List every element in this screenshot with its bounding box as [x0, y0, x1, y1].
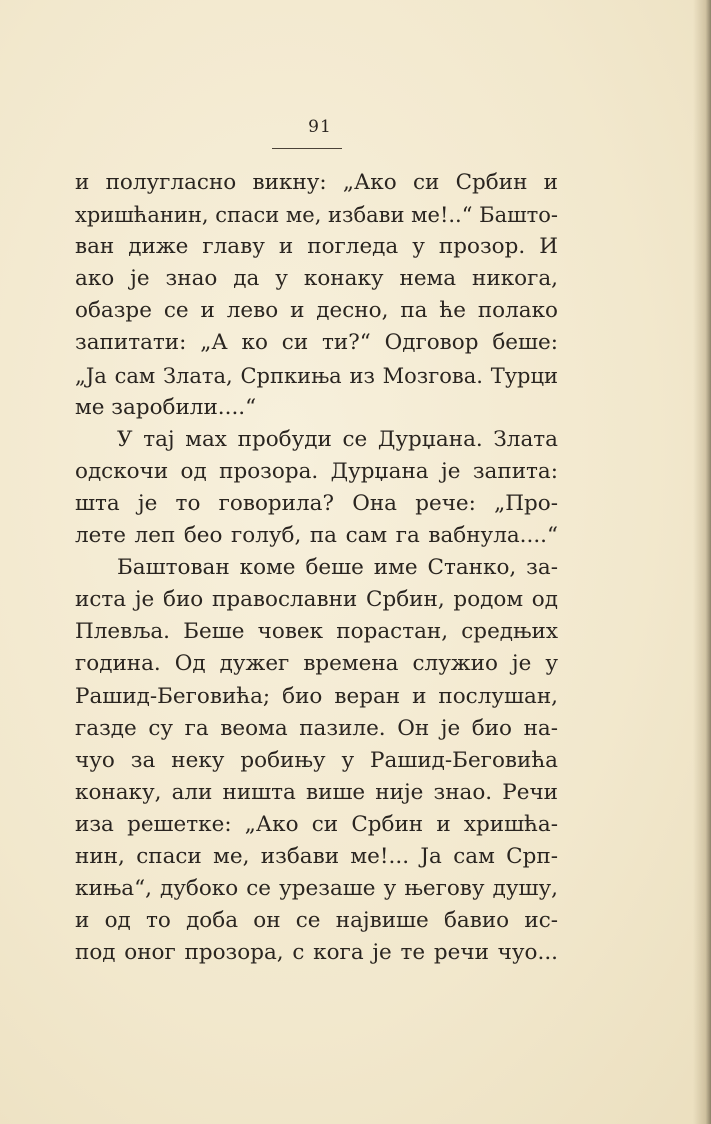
text-line: ван диже главу и погледа у прозор. И [75, 234, 558, 260]
page-number-rule [272, 148, 342, 149]
text-line: ако је знао да у конаку нема никога, [75, 266, 558, 292]
text-line: запитати: „А ко си ти?“ Одговор беше: [75, 330, 558, 356]
text-line: ме заробили....“ [75, 394, 257, 420]
text-line: хришћанин, спаси ме, избави ме!..“ Башто- [75, 203, 558, 228]
text-line: година. Од дужег времена служио је у [75, 651, 558, 677]
text-line: нин, спаси ме, избави ме!... Ја сам Срп- [75, 843, 558, 869]
text-line: иста је био православни Србин, родом од [75, 587, 558, 613]
text-line: обазре се и лево и десно, па ће полако [75, 298, 558, 324]
text-line: конаку, али ништа више није знао. Речи [75, 779, 558, 805]
text-line: иза решетке: „Ако си Србин и хришћа- [75, 811, 558, 837]
text-line: под оног прозора, с кога је те речи чуо... [75, 940, 558, 966]
text-line: Плевља. Беше човек порастан, средњих [75, 619, 558, 645]
body-text [75, 167, 558, 969]
page-number: 91 [308, 117, 332, 137]
text-line: и од то доба он се највише бавио ис- [75, 908, 558, 934]
text-line: У тај мах пробуди се Дурџана. Злата [117, 426, 558, 452]
text-line: лете леп бео голуб, па сам га вабнула....“ [75, 523, 558, 549]
text-line: шта је то говорила? Она рече: „Про- [75, 490, 558, 516]
text-line: киња“, дубоко се урезаше у његову душу, [75, 876, 558, 902]
text-line: одскочи од прозора. Дурџана је запита: [75, 458, 558, 484]
text-line: „Ја сам Злата, Српкиња из Мозгова. Турци [75, 363, 558, 388]
text-line: чуо за неку робињу у Рашид-Беговића [75, 747, 558, 773]
text-line: и полугласно викну: „Ако си Србин и [75, 170, 558, 195]
text-line: Баштован коме беше име Станко, за- [117, 555, 558, 581]
text-line: газде су га веома пазиле. Он је био на- [75, 715, 558, 741]
text-line: Рашид-Беговића; био веран и послушан, [75, 683, 558, 709]
page-edge-shadow [693, 0, 711, 1124]
